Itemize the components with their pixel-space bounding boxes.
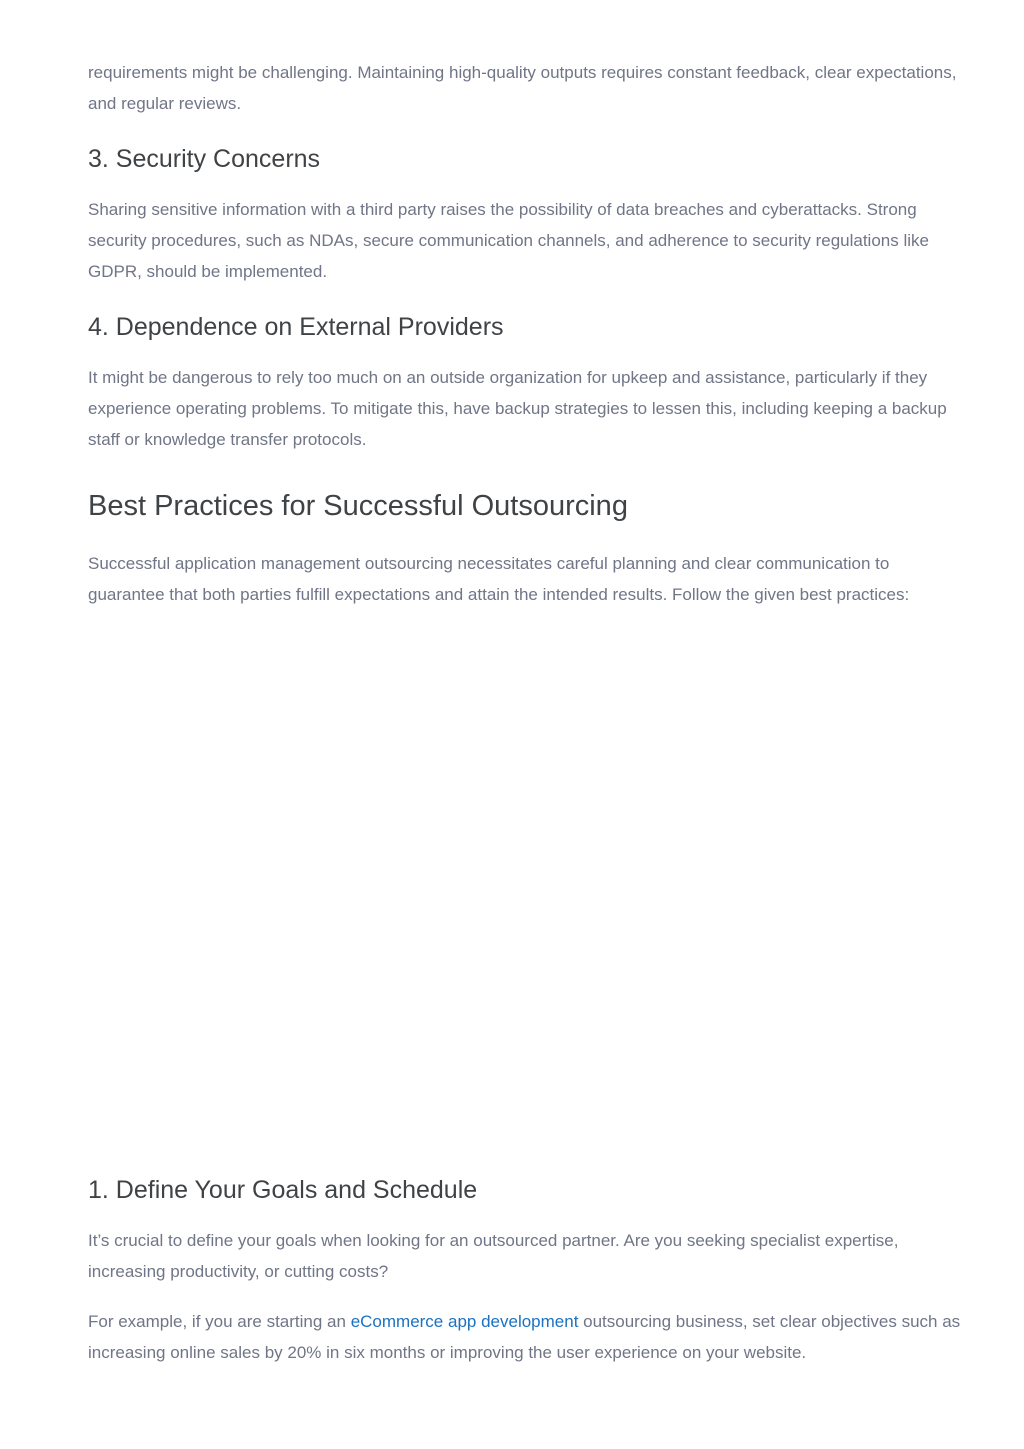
ecommerce-example-paragraph bbox=[88, 1306, 968, 1368]
intro-paragraph-tail: requirements might be challenging. Maintaining high-quality outputs requires constant feedback, clear expectations, and regular reviews. bbox=[88, 63, 957, 113]
dependence-heading: 4. Dependence on External Providers bbox=[88, 313, 504, 341]
example-text-before: For example, if you are starting an bbox=[88, 1312, 351, 1331]
blank-image-area bbox=[88, 622, 968, 1157]
define-goals-heading: 1. Define Your Goals and Schedule bbox=[88, 1176, 478, 1204]
dependence-paragraph: It might be dangerous to rely too much on an outside organization for upkeep and assistance, particularly if they experience operating problems. To mitigate this, have backup strategies to lessen this, including keeping a backup staff or knowledge transfer protocols. bbox=[88, 368, 947, 449]
security-concerns-heading: 3. Security Concerns bbox=[88, 145, 321, 173]
define-goals-paragraph: It’s crucial to define your goals when looking for an outsourced partner. Are you seeking specialist expertise, increasing productivity, or cutting costs? bbox=[88, 1231, 899, 1281]
best-practices-paragraph: Successful application management outsourcing necessitates careful planning and clear communication to guarantee that both parties fulfill expectations and attain the intended results. Follow the given best practices: bbox=[88, 554, 910, 604]
ecommerce-app-development-link[interactable]: eCommerce app development bbox=[350, 1312, 579, 1331]
example-text-after: outsourcing business, set clear objectives such as increasing online sales by 20% in six months or improving the user experience on your website. bbox=[88, 1312, 961, 1362]
best-practices-heading: Best Practices for Successful Outsourcing bbox=[88, 490, 628, 522]
security-concerns-paragraph: Sharing sensitive information with a third party raises the possibility of data breaches and cyberattacks. Strong security procedures, such as NDAs, secure communication channels, and adherence to security regulations like GDPR, should be implemented. bbox=[88, 200, 929, 281]
